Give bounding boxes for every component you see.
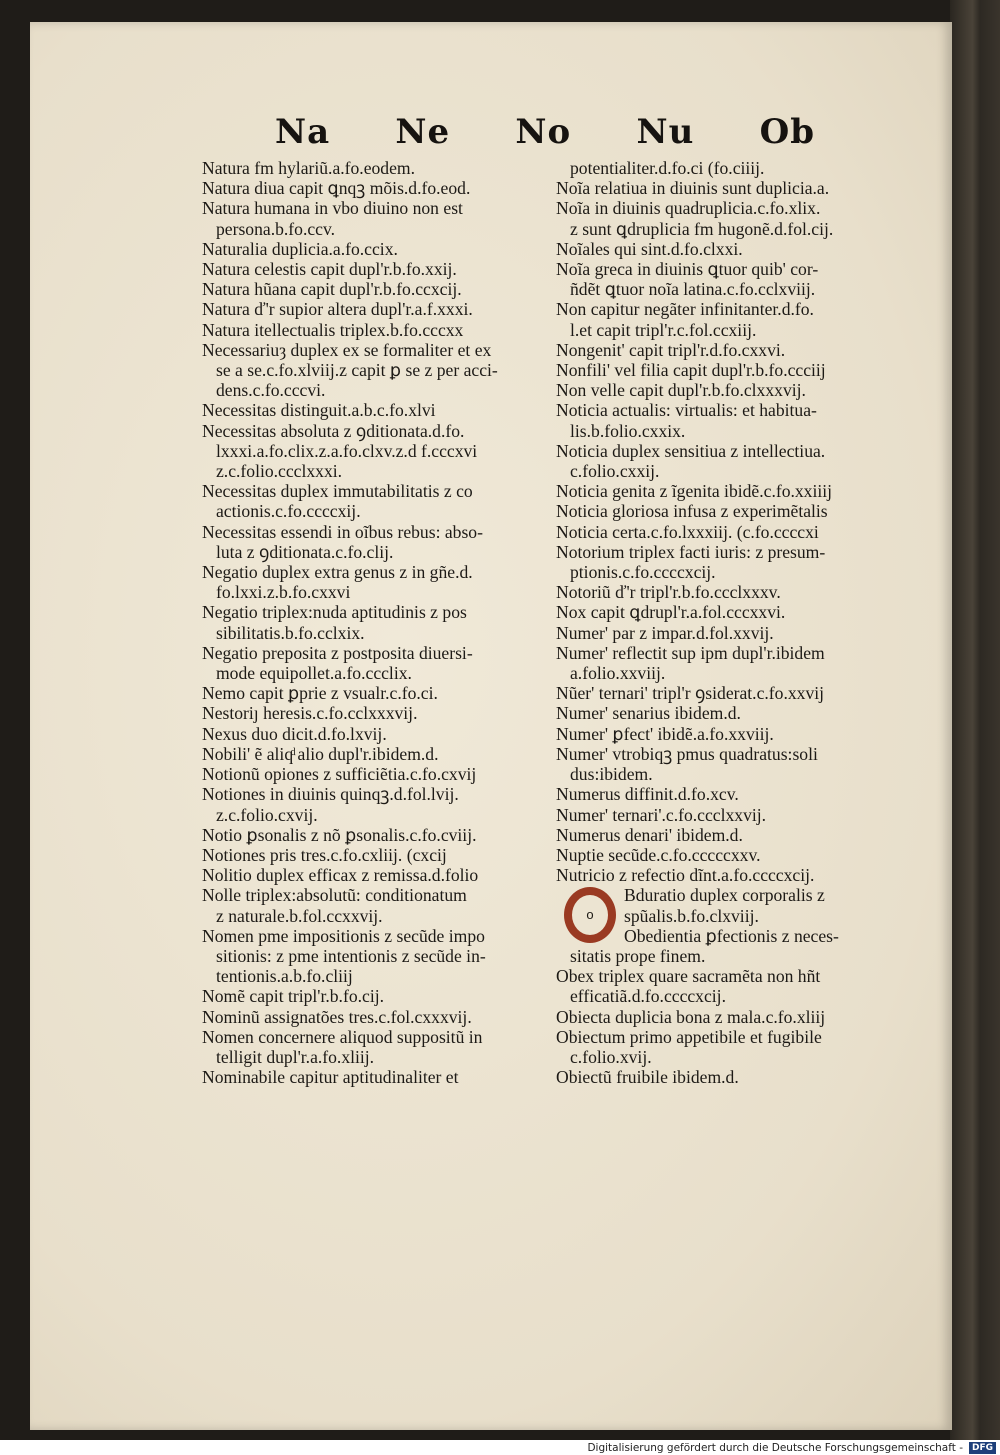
index-entry: Natura itellectualis triplex.b.fo.cccxx <box>202 319 464 340</box>
index-entry: Natura diua capit ꝗnqꝫ mõis.d.fo.eod. <box>202 178 471 199</box>
index-entry: Nobili' ẽ aliqͩ alio dupl'r.ibidem.d. <box>202 743 439 764</box>
index-entry: Nomen pme impositionis z secũde impo <box>202 925 485 946</box>
index-entry: Noticia certa.c.fo.lxxxiij. (c.fo.ccccxi <box>556 521 819 542</box>
running-headers <box>275 108 815 156</box>
index-entry: sibilitatis.b.fo.cclxix. <box>216 622 365 643</box>
index-entry: Numer' par z impar.d.fol.xxvij. <box>556 622 774 643</box>
index-entry: dens.c.fo.cccvi. <box>216 380 326 401</box>
index-entry: potentialiter.d.fo.ci (fo.ciiij. <box>570 158 765 178</box>
running-header: No <box>515 112 572 152</box>
index-entry: Nominabile capitur aptitudinaliter et <box>202 1067 459 1088</box>
index-entry: Necessitas distinguit.a.b.c.fo.xlvi <box>202 400 436 421</box>
index-entry: se a se.c.fo.xlviij.z capit ꝑ se z per acci- <box>216 360 498 381</box>
index-entry: Notionũ opiones z sufficiẽtia.c.fo.cxvij <box>202 764 477 785</box>
index-entry: persona.b.fo.ccv. <box>216 218 336 239</box>
running-header: Nu <box>636 112 695 152</box>
running-header: Ne <box>395 112 451 152</box>
index-entry: Nominũ assignatões tres.c.fol.cxxxvij. <box>202 1006 472 1027</box>
left-column <box>202 158 542 1087</box>
index-entry: Necessitas essendi in oĩbus rebus: abso- <box>202 521 483 542</box>
index-entry: lxxxi.a.fo.clix.z.a.fo.clxv.z.d f.cccxvi <box>216 440 478 461</box>
right-column <box>556 158 901 1087</box>
index-entry: Nomen concernere aliquod suppositũ in <box>202 1026 483 1047</box>
index-entry: Notio ꝑsonalis z nõ ꝑsonalis.c.fo.cviij. <box>202 824 477 845</box>
index-entry: Naturalia duplicia.a.fo.ccix. <box>202 238 398 259</box>
index-entry: z.c.folio.ccclxxxi. <box>216 461 343 482</box>
index-entry: Natura hũana capit dupl'r.b.fo.ccxcij. <box>202 279 462 300</box>
index-entry: actionis.c.fo.ccccxij. <box>216 501 361 522</box>
index-entry: Nongenit' capit tripl'r.d.fo.cxxvi. <box>556 339 786 360</box>
index-entry: spũalis.b.fo.clxviij. <box>624 905 759 926</box>
index-entry: Numerus diffinit.d.fo.xcv. <box>556 784 739 805</box>
index-entry: fo.lxxi.z.b.fo.cxxvi <box>216 582 351 603</box>
index-entry: Noĩa relatiua in diuinis sunt duplicia.a. <box>556 178 830 199</box>
index-entry: dus:ibidem. <box>570 764 653 785</box>
index-entry: Obex triplex quare sacramẽta non hñt <box>556 966 821 987</box>
index-entry: sitatis prope finem. <box>570 945 706 966</box>
index-entry: Bduratio duplex corporalis z <box>624 885 825 906</box>
index-entry: Noĩa greca in diuinis ꝗtuor quib' cor- <box>556 259 819 280</box>
index-entry: Nomẽ capit tripl'r.b.fo.cij. <box>202 986 384 1007</box>
initial-letter: o <box>586 907 594 923</box>
index-entry: Natura humana in vbo diuino non est <box>202 198 463 219</box>
index-entry: Numer' ternari'.c.fo.ccclxxvij. <box>556 804 767 825</box>
index-entry: Non capitur negãter infinitanter.d.fo. <box>556 299 814 320</box>
index-entry: Nexus duo dicit.d.fo.lxvij. <box>202 723 387 744</box>
index-entry: Nox capit ꝗdrupl'r.a.fol.cccxxvi. <box>556 602 786 623</box>
index-entry: Numer' reflectit sup ipm dupl'r.ibidem <box>556 642 825 663</box>
index-entry: Noticia duplex sensitiua z intellectiua. <box>556 440 826 461</box>
index-entry: tentionis.a.b.fo.cliij <box>216 966 353 987</box>
index-entry: Notiones pris tres.c.fo.cxliij. (cxcij <box>202 844 447 865</box>
index-entry: Natura celestis capit dupl'r.b.fo.xxij. <box>202 259 457 280</box>
index-entry: sitionis: z pme intentionis z secũde in- <box>216 945 486 966</box>
index-entry: Non velle capit dupl'r.b.fo.clxxxvij. <box>556 380 806 401</box>
index-entry: Necessariuȝ duplex ex se formaliter et ex <box>202 339 492 360</box>
index-entry: l.et capit tripl'r.c.fol.ccxiij. <box>570 319 757 340</box>
index-entry: z naturale.b.fol.ccxxvij. <box>216 905 383 926</box>
index-entry: Numerus denari' ibidem.d. <box>556 824 743 845</box>
index-entry: z sunt ꝗdruplicia fm hugonẽ.d.fol.cij. <box>570 218 834 239</box>
ob-section <box>556 885 901 1087</box>
digitization-footer <box>0 1440 1000 1455</box>
dfg-logo: DFG <box>969 1442 996 1454</box>
index-entry: Negatio triplex:nuda aptitudinis z pos <box>202 602 467 623</box>
index-entry: ptionis.c.fo.ccccxcij. <box>570 562 716 583</box>
index-entry: Nonfili' vel filia capit dupl'r.b.fo.ccciij <box>556 360 826 381</box>
running-header: Ob <box>759 112 815 152</box>
book-edge <box>950 0 1000 1440</box>
index-entry: efficatiã.d.fo.ccccxcij. <box>570 986 726 1007</box>
index-entry: luta z ꝯditionata.c.fo.clij. <box>216 541 394 562</box>
index-entry: Numer' ꝑfect' ibidẽ.a.fo.xxviij. <box>556 723 774 744</box>
index-entry: Notoriũ ď'r tripl'r.b.fo.ccclxxxv. <box>556 582 781 603</box>
index-entry: c.folio.xvij. <box>570 1046 652 1067</box>
index-entry: Noĩa in diuinis quadruplicia.c.fo.xlix. <box>556 198 821 219</box>
index-entry: Natura ď'r supior altera dupl'r.a.f.xxxi. <box>202 299 473 320</box>
index-entry: Obedientia ꝑfectionis z neces- <box>624 925 839 946</box>
index-entry: Noticia actualis: virtualis: et habitua- <box>556 400 817 421</box>
index-entry: Negatio preposita z postposita diuersi- <box>202 642 473 663</box>
index-entry: Negatio duplex extra genus z in gñe.d. <box>202 562 473 583</box>
index-entry: Natura fm hylariũ.a.fo.eodem. <box>202 158 415 178</box>
index-entry: Nemo capit ꝑprie z vsualr.c.fo.ci. <box>202 683 438 704</box>
index-entry: Noĩales qui sint.d.fo.clxxi. <box>556 238 743 259</box>
index-entry: Nolitio duplex efficax z remissa.d.folio <box>202 865 479 886</box>
index-entry: Notiones in diuinis quinqꝫ.d.fol.lvij. <box>202 784 459 805</box>
footer-text: Digitalisierung gefördert durch die Deutsche Forschungsgemeinschaft - <box>587 1441 963 1454</box>
index-entry: Necessitas duplex immutabilitatis z co <box>202 481 473 502</box>
index-entry: Notorium triplex facti iuris: z presum- <box>556 541 826 562</box>
index-entry: mode equipollet.a.fo.ccclix. <box>216 663 412 684</box>
decorated-initial-o <box>564 887 616 943</box>
index-entry: Nũer' ternari' tripl'r ꝯsiderat.c.fo.xxvij <box>556 683 825 704</box>
index-entry: Nuptie secũde.c.fo.cccccxxv. <box>556 844 761 865</box>
index-entry: Obiecta duplicia bona z mala.c.fo.xliij <box>556 1006 826 1027</box>
index-entry: Noticia genita z ĩgenita ibidẽ.c.fo.xxiiij <box>556 481 833 502</box>
index-entry: Obiectum primo appetibile et fugibile <box>556 1026 822 1047</box>
index-entry: a.folio.xxviij. <box>570 663 666 684</box>
index-entry: Nestoriȷ heresis.c.fo.cclxxxvij. <box>202 703 418 724</box>
index-entry: Nutricio z refectio dĩnt.a.fo.ccccxcij. <box>556 865 815 886</box>
index-entry: Noticia gloriosa infusa z experimẽtalis <box>556 501 828 522</box>
index-entry: lis.b.folio.cxxix. <box>570 420 686 441</box>
index-entry: telligit dupl'r.a.fo.xliij. <box>216 1046 375 1067</box>
index-entry: Numer' senarius ibidem.d. <box>556 703 741 724</box>
index-entry: z.c.folio.cxvij. <box>216 804 318 825</box>
index-entry: Nolle triplex:absolutũ: conditionatum <box>202 885 467 906</box>
index-entry: ñdẽt ꝗtuor noĩa latina.c.fo.cclxviij. <box>570 279 816 300</box>
running-header: Na <box>275 112 331 152</box>
n-entries <box>556 158 901 885</box>
index-entry: Obiectũ fruibile ibidem.d. <box>556 1067 739 1088</box>
index-entry: Numer' vtrobiqꝫ pmus quadratus:soli <box>556 743 818 764</box>
index-entry: c.folio.cxxij. <box>570 461 660 482</box>
index-entry: Necessitas absoluta z ꝯditionata.d.fo. <box>202 420 465 441</box>
